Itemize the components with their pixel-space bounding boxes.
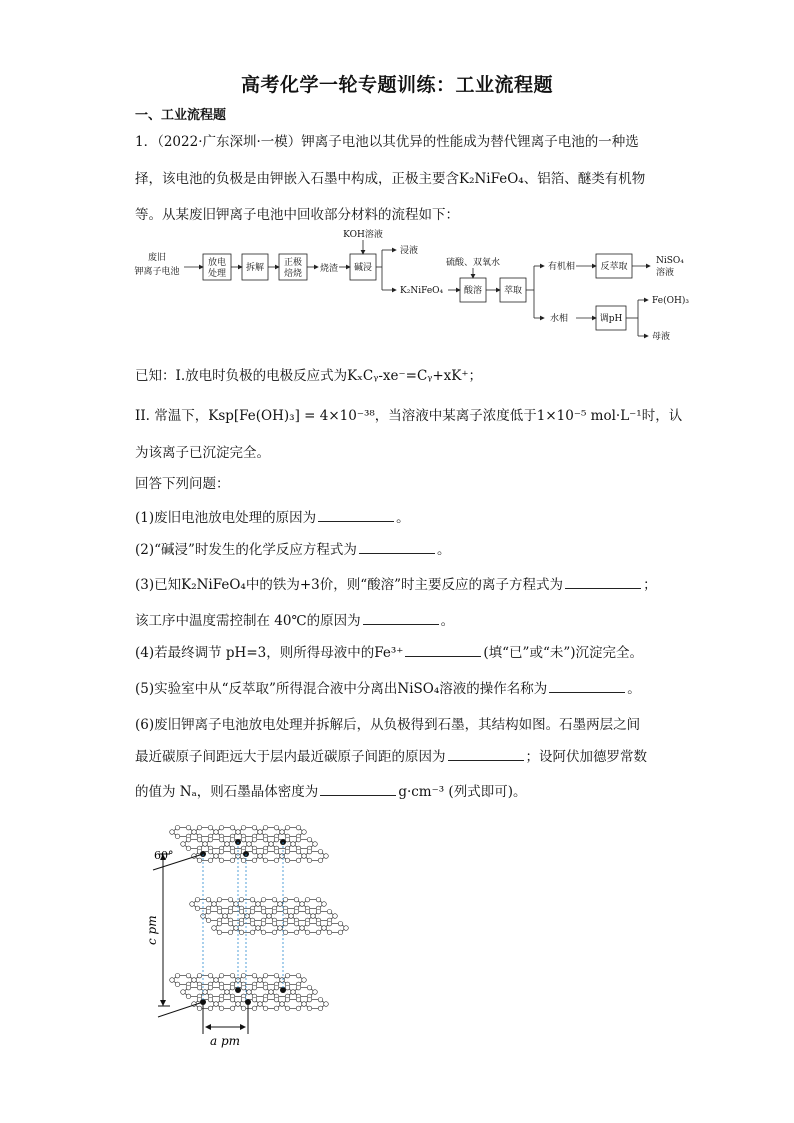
carbon-atom [307, 858, 312, 863]
carbon-atom [258, 978, 263, 983]
carbon-atom [217, 921, 222, 926]
carbon-atom [208, 858, 213, 863]
carbon-atom [225, 842, 230, 847]
carbon-atom [241, 858, 246, 863]
carbon-atom [208, 997, 213, 1002]
flow-label: 溶液 [656, 268, 675, 278]
carbon-atom [250, 930, 255, 935]
carbon-atom [263, 985, 268, 990]
carbon-atom [252, 997, 257, 1002]
carbon-atom [263, 997, 268, 1002]
carbon-atom [197, 825, 202, 830]
carbon-atom [274, 858, 279, 863]
carbon-atom [230, 985, 235, 990]
carbon-atom [186, 846, 191, 851]
carbon-atom [302, 830, 307, 835]
carbon-atom [258, 854, 263, 859]
carbon-atom [206, 918, 211, 923]
base-reference-line [158, 1002, 203, 1017]
carbon-atom [250, 921, 255, 926]
carbon-atom [230, 1006, 235, 1011]
flow-label: 酸溶 [463, 286, 483, 296]
carbon-atom [344, 926, 349, 931]
carbon-atom [252, 1006, 257, 1011]
carbon-atom [294, 921, 299, 926]
carbon-atom [252, 837, 257, 842]
carbon-atom [305, 921, 310, 926]
carbon-atom [219, 997, 224, 1002]
flow-label: 水相 [550, 314, 569, 324]
carbon-atom [296, 849, 301, 854]
question-6-line: (6)废旧钾离子电池放电处理并拆解后，从负极得到石墨，其结构如图。石墨两层之间 [135, 717, 641, 733]
carbon-atom [230, 858, 235, 863]
carbon-atom [208, 973, 213, 978]
answer-blank[interactable] [363, 612, 439, 625]
question-3: (3)已知K₂NiFeO₄中的铁为+3价，则“酸溶”时主要反应的离子方程式为 ； [135, 577, 657, 593]
graphite-layers [170, 825, 349, 1010]
carbon-atom [327, 930, 332, 935]
flow-label: 有机相 [548, 262, 576, 272]
carbon-atom [228, 930, 233, 935]
carbon-atom [197, 858, 202, 863]
question-6-line: 最近碳原子间距远大于层内最近碳原子间距的原因为 ；设阿伏加德罗常数 [135, 749, 647, 765]
carbon-atom [272, 921, 277, 926]
answer-blank[interactable] [565, 576, 641, 589]
carbon-atom [258, 1002, 263, 1007]
carbon-atom [263, 973, 268, 978]
carbon-atom [318, 849, 323, 854]
carbon-atom [313, 842, 318, 847]
flow-label: 调pH [599, 314, 623, 324]
carbon-atom [274, 825, 279, 830]
known-text-line: 为该离子已沉淀完全。 [135, 445, 270, 461]
carbon-atom [285, 973, 290, 978]
answer-blank[interactable] [549, 680, 625, 693]
question-text-line: 等。从某废旧钾离子电池中回收部分材料的流程如下： [135, 207, 459, 223]
carbon-atom [186, 973, 191, 978]
carbon-atom [280, 830, 285, 835]
carbon-atom [195, 906, 200, 911]
carbon-atom [291, 990, 296, 995]
carbon-atom [261, 930, 266, 935]
carbon-atom [316, 921, 321, 926]
carbon-atom [274, 837, 279, 842]
question-5: (5)实验室中从“反萃取”所得混合液中分离出NiSO₄溶液的操作名称为 。 [135, 681, 641, 697]
question-3-part-b: 该工序中温度需控制在 40℃的原因为 。 [135, 613, 455, 629]
carbon-atom [333, 914, 338, 919]
carbon-atom [267, 914, 272, 919]
carbon-atom [217, 909, 222, 914]
flow-label: 焙烧 [283, 269, 303, 279]
answer-blank[interactable] [448, 748, 524, 761]
carbon-atom [296, 825, 301, 830]
flow-label: K₂NiFeO₄ [400, 286, 444, 296]
carbon-atom [219, 849, 224, 854]
carbon-atom [219, 973, 224, 978]
carbon-atom [214, 854, 219, 859]
carbon-atom [283, 897, 288, 902]
carbon-atom [305, 909, 310, 914]
carbon-atom [256, 902, 261, 907]
carbon-atom [186, 985, 191, 990]
carbon-atom [305, 897, 310, 902]
carbon-atom [214, 830, 219, 835]
question-text-line: 1．（2022·广东深圳·一模）钾离子电池以其优异的性能成为替代锂离子电池的一种选 [135, 134, 639, 150]
carbon-atom [228, 909, 233, 914]
question-6-line: 的值为 Nₐ，则石墨晶体密度为 g·cm⁻³ (列式即可)。 [135, 784, 527, 800]
carbon-atom [206, 909, 211, 914]
carbon-atom [263, 825, 268, 830]
question-text-line: 择，该电池的负极是由钾嵌入石墨中构成，正极主要含K₂NiFeO₄、铝箔、醚类有机物 [135, 171, 646, 187]
carbon-atom [252, 858, 257, 863]
carbon-atom [247, 990, 252, 995]
carbon-atom [212, 902, 217, 907]
carbon-atom [245, 914, 250, 919]
carbon-atom [296, 997, 301, 1002]
page-title: 高考化学一轮专题训练：工业流程题 [240, 74, 553, 96]
carbon-atom [217, 897, 222, 902]
carbon-atom [280, 1002, 285, 1007]
carbon-atom [241, 837, 246, 842]
carbon-atom [219, 985, 224, 990]
carbon-atom [300, 902, 305, 907]
carbon-atom [239, 921, 244, 926]
carbon-atom [274, 985, 279, 990]
carbon-atom [175, 825, 180, 830]
carbon-atom [214, 1002, 219, 1007]
carbon-atom [307, 849, 312, 854]
carbon-atom [324, 854, 329, 859]
carbon-atom [175, 982, 180, 987]
flow-start-label: 废旧 [147, 253, 167, 263]
flow-label: 处理 [207, 269, 227, 279]
carbon-atom [313, 990, 318, 995]
known-text-line: 已知：I.放电时负极的电极反应式为KₓCᵧ-xe⁻=Cᵧ+xK⁺； [135, 368, 482, 384]
carbon-atom [296, 1006, 301, 1011]
c-pm-label: c pm [145, 915, 159, 945]
carbon-atom [190, 902, 195, 907]
carbon-atom [300, 926, 305, 931]
answer-blank[interactable] [318, 509, 394, 522]
carbon-atom [280, 854, 285, 859]
flow-label: 放电 [207, 258, 227, 268]
carbon-atom [283, 909, 288, 914]
carbon-atom [223, 914, 228, 919]
carbon-atom [252, 849, 257, 854]
carbon-atom [272, 930, 277, 935]
flow-label: 碱浸 [353, 263, 373, 273]
carbon-atom [219, 858, 224, 863]
flow-label: Fe(OH)₃ [652, 296, 689, 306]
known-text-line: II. 常温下，Ksp[Fe(OH)₃] = 4×10⁻³⁸，当溶液中某离子浓度低于1×10⁻⁵ mol·L⁻¹时，认 [135, 408, 683, 424]
carbon-atom [274, 973, 279, 978]
carbon-atom [305, 930, 310, 935]
carbon-atom [192, 830, 197, 835]
carbon-atom [294, 897, 299, 902]
carbon-atom [280, 978, 285, 983]
carbon-atom [338, 930, 343, 935]
carbon-atom [261, 897, 266, 902]
carbon-atom [285, 825, 290, 830]
flow-label: 浸液 [400, 246, 419, 256]
carbon-atom [241, 973, 246, 978]
carbon-atom [316, 897, 321, 902]
graphite-structure-figure [145, 812, 368, 1052]
carbon-atom [324, 1002, 329, 1007]
carbon-atom [195, 897, 200, 902]
carbon-atom [283, 921, 288, 926]
carbon-atom [206, 897, 211, 902]
carbon-atom [170, 978, 175, 983]
carbon-atom [241, 985, 246, 990]
carbon-atom [272, 909, 277, 914]
carbon-atom [181, 990, 186, 995]
carbon-atom [269, 842, 274, 847]
carbon-atom [338, 921, 343, 926]
answer-blank[interactable] [359, 541, 435, 554]
carbon-atom [296, 985, 301, 990]
carbon-atom [241, 825, 246, 830]
flow-label: 烧渣 [319, 264, 339, 274]
carbon-atom [197, 973, 202, 978]
carbon-atom [307, 997, 312, 1002]
carbon-atom [263, 858, 268, 863]
a-pm-label: a pm [210, 1034, 241, 1048]
carbon-atom [186, 825, 191, 830]
carbon-atom [311, 914, 316, 919]
carbon-atom [186, 994, 191, 999]
carbon-atom [274, 849, 279, 854]
carbon-atom [219, 837, 224, 842]
carbon-atom [274, 1006, 279, 1011]
flow-label: NiSO₄ [656, 256, 684, 266]
flow-start-label: 钾离子电池 [134, 267, 180, 277]
carbon-atom [263, 849, 268, 854]
carbon-atom [316, 909, 321, 914]
section-heading: 一、工业流程题 [135, 108, 227, 123]
question-4: (4)若最终调节 pH=3，则所得母液中的Fe³⁺ (填“已”或“未”)沉淀完全。 [135, 645, 644, 661]
carbon-atom [285, 858, 290, 863]
carbon-atom [175, 973, 180, 978]
question-2: (2)“碱浸”时发生的化学反应方程式为 。 [135, 542, 451, 558]
carbon-atom [208, 985, 213, 990]
carbon-atom [327, 909, 332, 914]
carbon-atom [302, 854, 307, 859]
carbon-atom [307, 1006, 312, 1011]
carbon-atom [269, 990, 274, 995]
carbon-atom [307, 985, 312, 990]
question-1: (1)废旧电池放电处理的原因为 。 [135, 510, 410, 526]
flow-label: 母液 [652, 332, 671, 342]
carbon-atom [214, 978, 219, 983]
carbon-atom [322, 902, 327, 907]
carbon-atom [289, 914, 294, 919]
carbon-atom [197, 1006, 202, 1011]
carbon-atom [219, 825, 224, 830]
carbon-atom [263, 837, 268, 842]
carbon-atom [212, 926, 217, 931]
flow-label: 反萃取 [600, 262, 628, 272]
carbon-atom [241, 1006, 246, 1011]
carbon-atom [250, 909, 255, 914]
carbon-atom [302, 978, 307, 983]
carbon-atom [318, 997, 323, 1002]
process-flow-diagram [130, 228, 720, 346]
carbon-atom [307, 837, 312, 842]
flow-label: 萃取 [503, 286, 523, 296]
carbon-atom [283, 930, 288, 935]
carbon-atom [291, 842, 296, 847]
carbon-atom [318, 858, 323, 863]
carbon-atom [236, 1002, 241, 1007]
flow-label: 拆解 [245, 263, 265, 273]
carbon-atom [278, 902, 283, 907]
carbon-atom [230, 849, 235, 854]
carbon-atom [318, 1006, 323, 1011]
carbon-atom [302, 1002, 307, 1007]
carbon-atom [274, 997, 279, 1002]
carbon-atom [203, 842, 208, 847]
carbon-atom [285, 1006, 290, 1011]
flow-label: 硫酸、双氧水 [445, 258, 501, 268]
carbon-atom [252, 825, 257, 830]
carbon-atom [230, 973, 235, 978]
answer-blank[interactable] [320, 783, 396, 796]
carbon-atom [228, 921, 233, 926]
carbon-atom [285, 997, 290, 1002]
carbon-atom [208, 849, 213, 854]
carbon-atom [261, 909, 266, 914]
carbon-atom [294, 930, 299, 935]
carbon-atom [219, 1006, 224, 1011]
carbon-atom [294, 909, 299, 914]
carbon-atom [296, 837, 301, 842]
carbon-atom [272, 897, 277, 902]
carbon-atom [236, 830, 241, 835]
carbon-atom [181, 842, 186, 847]
carbon-atom [239, 930, 244, 935]
carbon-atom [230, 825, 235, 830]
carbon-atom [186, 837, 191, 842]
carbon-atom [208, 825, 213, 830]
carbon-atom [327, 921, 332, 926]
carbon-atom [197, 837, 202, 842]
carbon-atom [322, 926, 327, 931]
carbon-atom [225, 990, 230, 995]
carbon-atom [230, 837, 235, 842]
carbon-atom [197, 985, 202, 990]
carbon-atom [239, 909, 244, 914]
carbon-atom [285, 849, 290, 854]
carbon-atom [250, 897, 255, 902]
carbon-atom [175, 834, 180, 839]
carbon-atom [239, 897, 244, 902]
carbon-atom [228, 897, 233, 902]
carbon-atom [258, 830, 263, 835]
carbon-atom [316, 930, 321, 935]
carbon-atom [217, 930, 222, 935]
carbon-atom [278, 926, 283, 931]
carbon-atom [170, 830, 175, 835]
carbon-atom [247, 842, 252, 847]
carbon-atom [256, 926, 261, 931]
prompt-text: 回答下列问题： [135, 476, 230, 492]
answer-blank[interactable] [405, 644, 481, 657]
carbon-atom [208, 1006, 213, 1011]
carbon-atom [263, 1006, 268, 1011]
carbon-atom [296, 858, 301, 863]
flow-label: 正极 [283, 258, 303, 268]
carbon-atom [252, 985, 257, 990]
flow-label: KOH溶液 [343, 230, 383, 240]
carbon-atom [208, 837, 213, 842]
angle-label: 60° [154, 849, 174, 862]
carbon-atom [230, 997, 235, 1002]
carbon-atom [252, 973, 257, 978]
carbon-atom [261, 921, 266, 926]
carbon-atom [192, 978, 197, 983]
carbon-atom [296, 973, 301, 978]
